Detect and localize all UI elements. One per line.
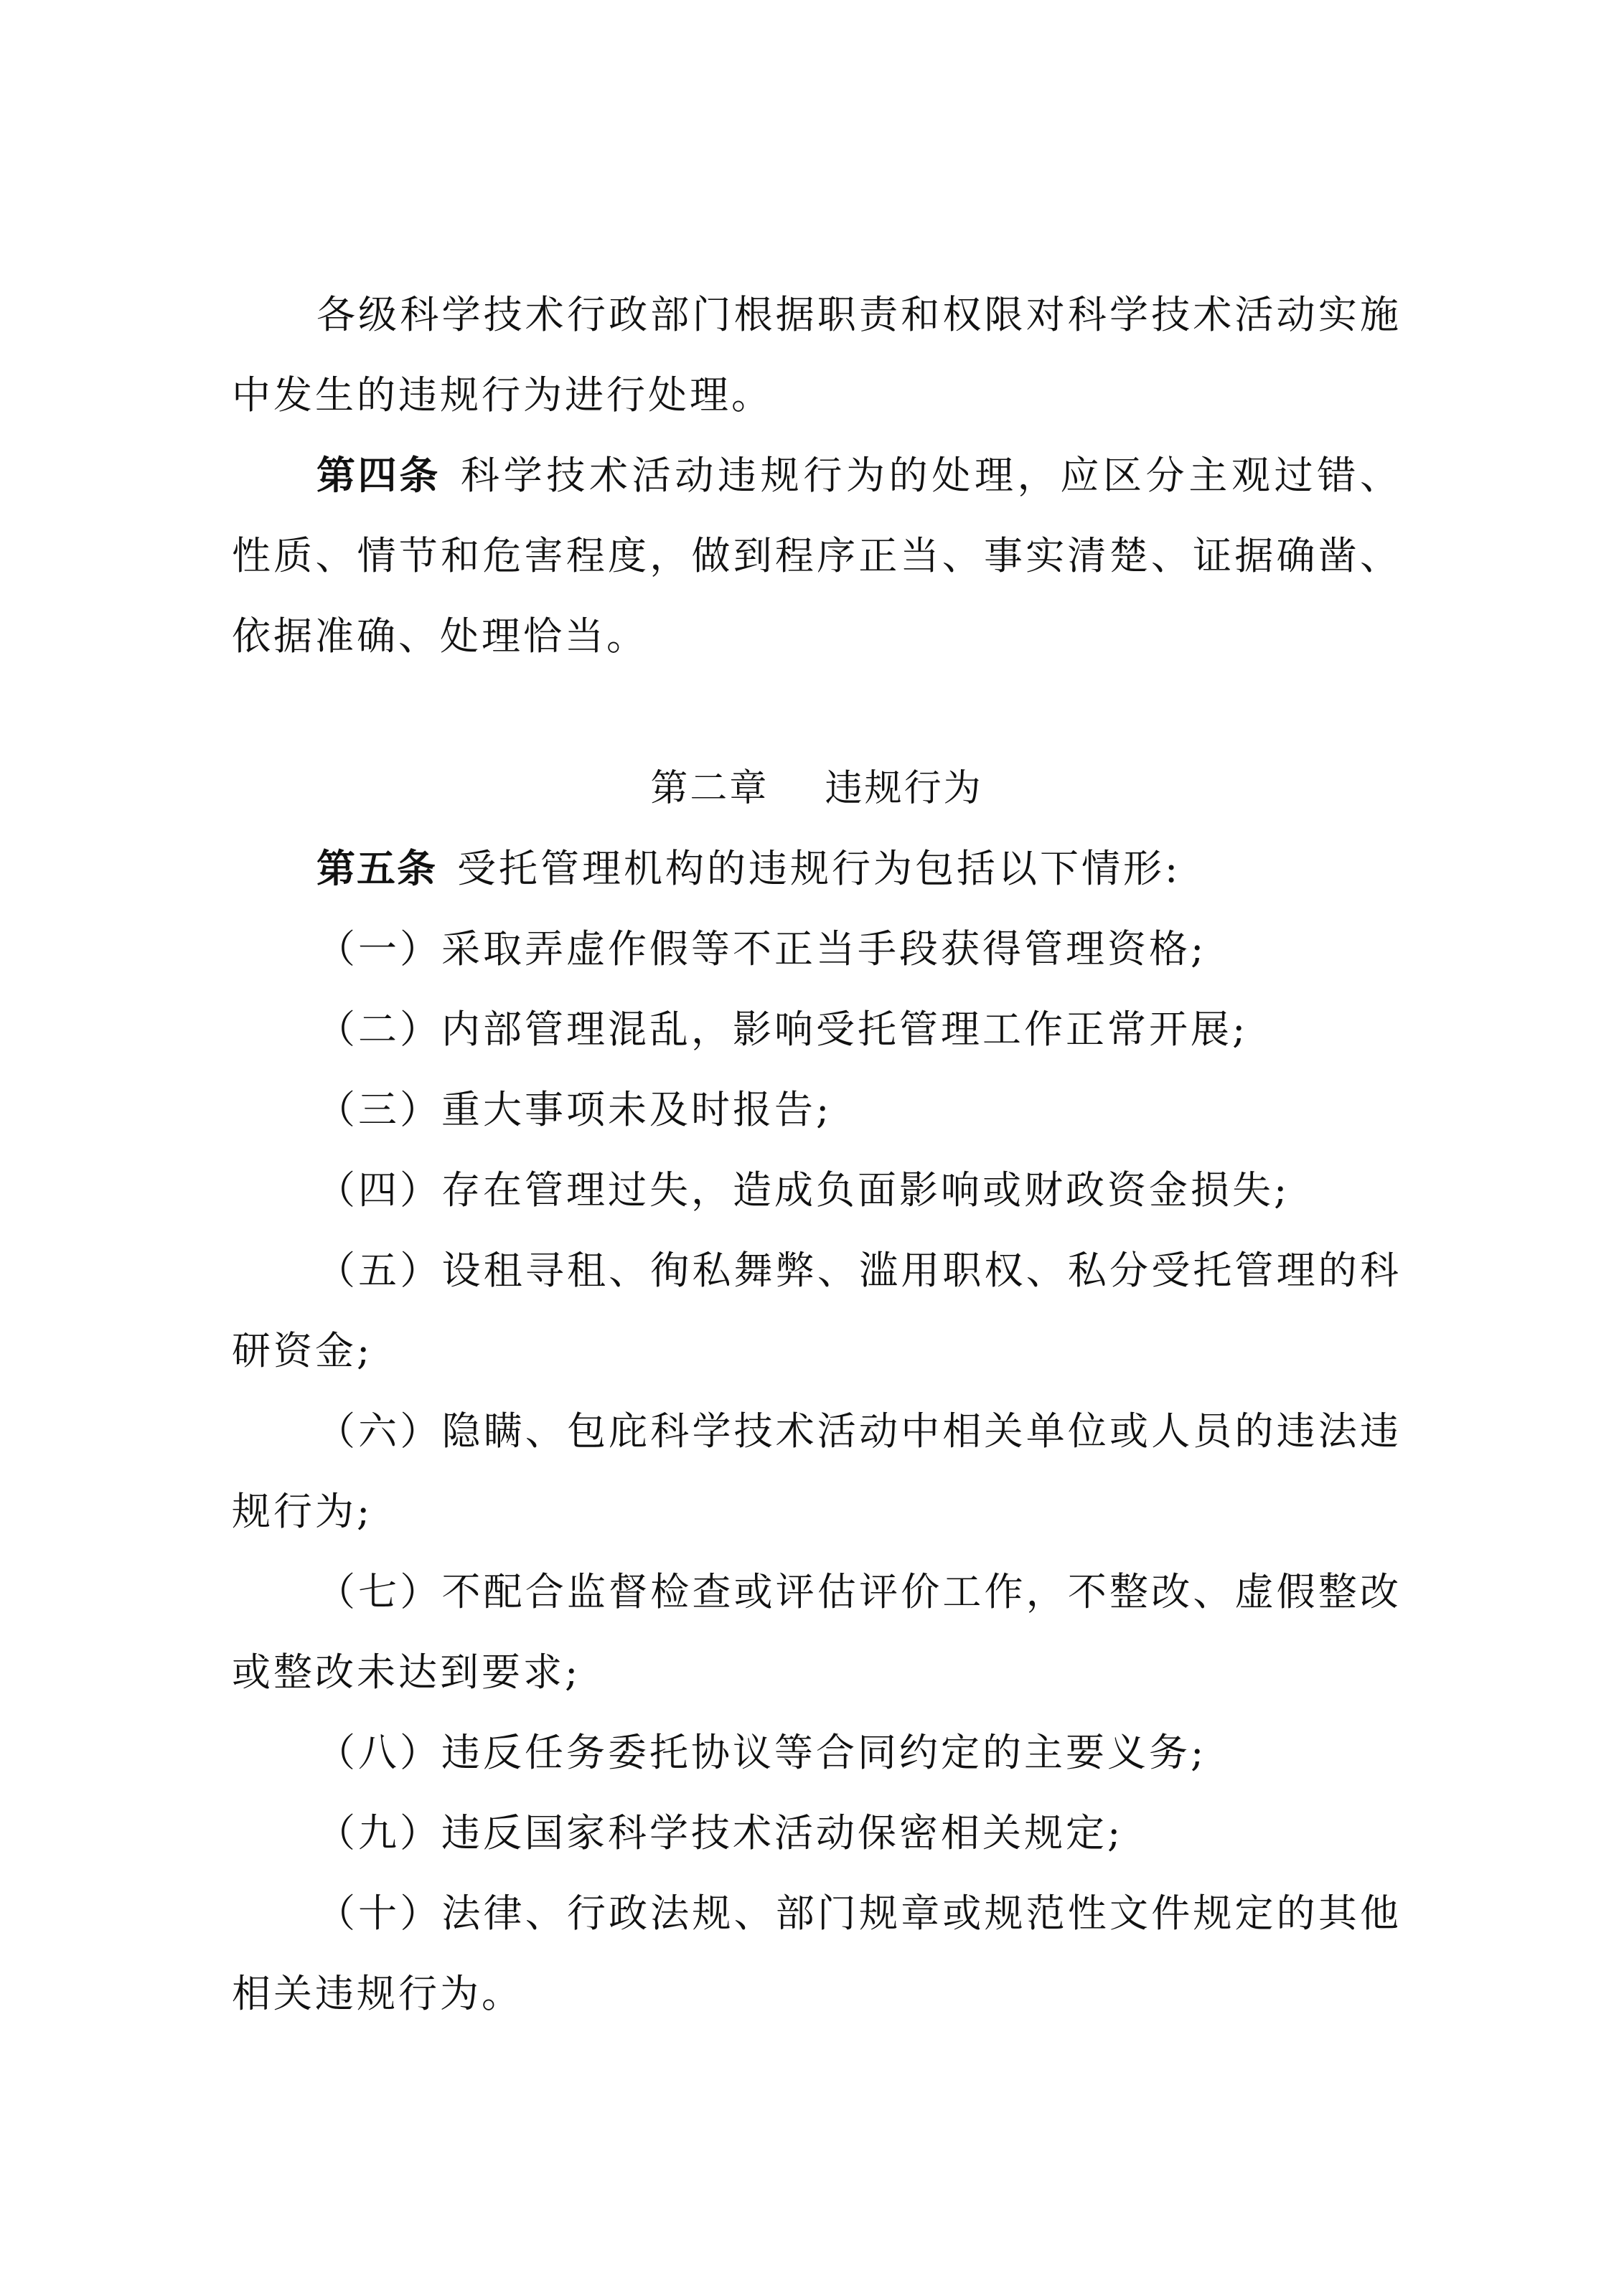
article-4 <box>232 436 1402 677</box>
list-item: （三）重大事项未及时报告; <box>316 1087 832 1132</box>
article-5-text: 受托管理机构的违规行为包括以下情形: <box>457 846 1181 891</box>
list-item: （七）不配合监督检查或评估评价工作，不整改、虚假整改或整改未达到要求; <box>232 1569 1402 1695</box>
list-item: （六）隐瞒、包庇科学技术活动中相关单位或人员的违法违规行为; <box>232 1408 1402 1534</box>
chapter-heading <box>232 748 1402 829</box>
document-body <box>232 275 1402 2034</box>
article-5 <box>232 829 1402 909</box>
list-item: （八）违反任务委托协议等合同约定的主要义务; <box>316 1730 1207 1775</box>
list-item: （十）法律、行政法规、部门规章或规范性文件规定的其他相关违规行为。 <box>232 1891 1402 2016</box>
chapter-number: 第二章 <box>650 767 769 810</box>
list-item: （九）违反国家科学技术活动保密相关规定; <box>316 1810 1124 1855</box>
article-4-text: 科学技术活动违规行为的处理，应区分主观过错、性质、情节和危害程度，做到程序正当、事实清楚、证据确凿、依据准确、处理恰当。 <box>232 453 1402 659</box>
list-item: （五）设租寻租、徇私舞弊、滥用职权、私分受托管理的科研资金; <box>232 1248 1402 1373</box>
intro-paragraph: 各级科学技术行政部门根据职责和权限对科学技术活动实施中发生的违规行为进行处理。 <box>232 292 1402 418</box>
article-4-number: 第四条 <box>316 453 441 498</box>
article-5-number: 第五条 <box>316 846 437 891</box>
chapter-title: 违规行为 <box>825 767 983 810</box>
list-item: （四）存在管理过失，造成负面影响或财政资金损失; <box>316 1167 1290 1213</box>
list-item: （一）采取弄虚作假等不正当手段获得管理资格; <box>316 926 1207 971</box>
list-item: （二）内部管理混乱，影响受托管理工作正常开展; <box>316 1007 1249 1052</box>
